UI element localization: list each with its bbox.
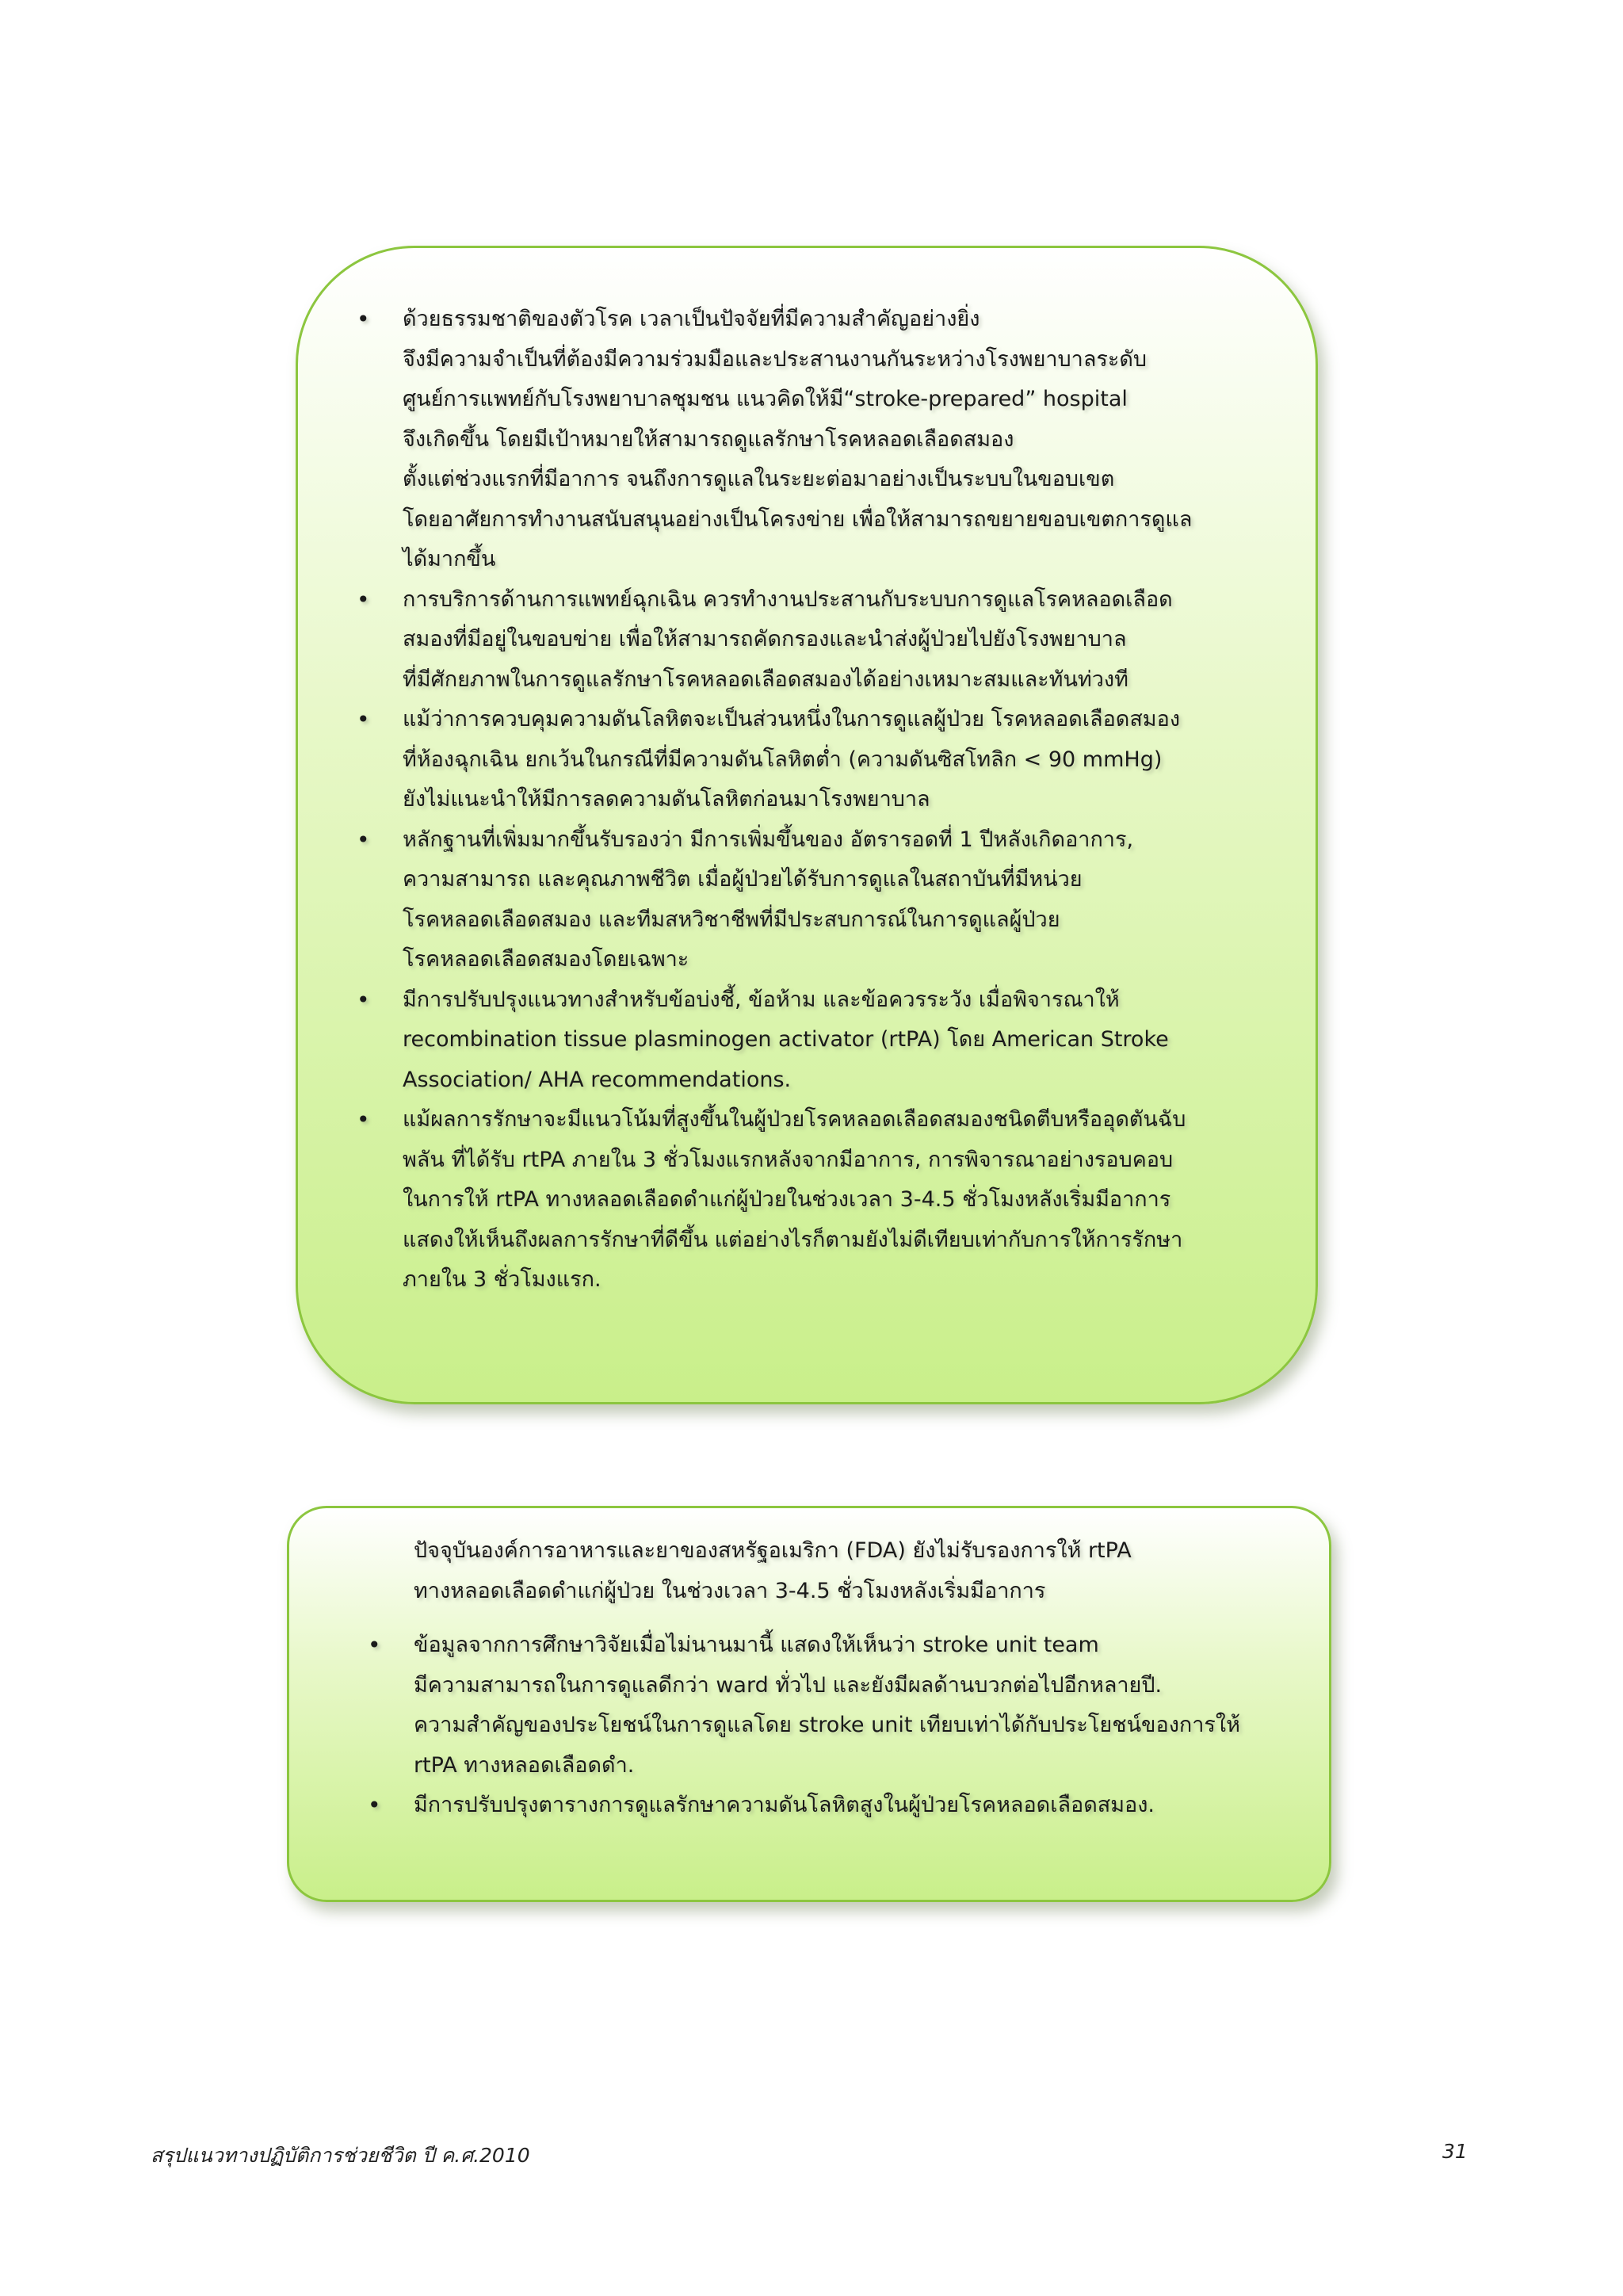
- text-line: ตั้งแต่ช่วงแรกที่มีอาการ จนถึงการดูแลในระยะต่อมาอย่างเป็นระบบในขอบเขต: [403, 467, 1115, 491]
- text-line: ทางหลอดเลือดดำแก่ผู้ป่วย ในช่วงเวลา 3-4.5 ชั่วโมงหลังเริ่มมีอาการ: [414, 1578, 1046, 1603]
- bullet-item: [357, 820, 1298, 980]
- text-line: พลัน ที่ได้รับ rtPA ภายใน 3 ชั่วโมงแรกหลังจากมีอาการ, การพิจารณาอย่างรอบคอบ: [403, 1147, 1174, 1172]
- bullet-icon: •: [368, 1632, 381, 1658]
- text-line: ได้มากขึ้น: [403, 547, 496, 571]
- text-line: ยังไม่แนะนำให้มีการลดความดันโลหิตก่อนมาโรงพยาบาล: [403, 787, 930, 812]
- bullet-icon: •: [357, 586, 370, 613]
- top-bullet-list: [357, 300, 1298, 1301]
- bottom-box-content: [366, 1531, 1301, 1826]
- text-line: สมองที่มีอยู่ในขอบข่าย เพื่อให้สามารถคัดกรองและนำส่งผู้ป่วยไปยังโรงพยาบาล: [403, 627, 1127, 651]
- footer-title: สรุปแนวทางปฏิบัติการช่วยชีวิต ปี ค.ศ.2010: [151, 2144, 530, 2167]
- text-line: ความสามารถ และคุณภาพชีวิต เมื่อผู้ป่วยได้รับการดูแลในสถาบันที่มีหน่วย: [403, 867, 1083, 892]
- bottom-bullet-list: [366, 1626, 1301, 1826]
- text-line: ที่ห้องฉุกเฉิน ยกเว้นในกรณีที่มีความดันโลหิตต่ำ (ความดันซิสโทลิก < 90 mmHg): [403, 747, 1163, 772]
- bullet-item: [357, 300, 1298, 580]
- top-box-content: [357, 300, 1298, 1301]
- text-line: หลักฐานที่เพิ่มมากขึ้นรับรองว่า มีการเพิ่มขึ้นของ อัตรารอดที่ 1 ปีหลังเกิดอาการ,: [403, 827, 1134, 852]
- text-line: โดยอาศัยการทำงานสนับสนุนอย่างเป็นโครงข่าย เพื่อให้สามารถขยายขอบเขตการดูแล: [403, 506, 1193, 532]
- text-line: rtPA ทางหลอดเลือดดำ.: [414, 1752, 635, 1778]
- bullet-item: [357, 700, 1298, 820]
- text-line: ปัจจุบันองค์การอาหารและยาของสหรัฐอเมริกา (FDA) ยังไม่รับรองการให้ rtPA: [414, 1538, 1132, 1563]
- text-line: มีการปรับปรุงตารางการดูแลรักษาความดันโลหิตสูงในผู้ป่วยโรคหลอดเลือดสมอง.: [414, 1793, 1155, 1817]
- text-line: โรคหลอดเลือดสมองโดยเฉพาะ: [403, 947, 689, 972]
- text-line: แสดงให้เห็นถึงผลการรักษาที่ดีขึ้น แต่อย่างไรก็ตามยังไม่ดีเทียบเท่ากับการให้การรักษา: [403, 1227, 1183, 1252]
- text-line: แม้ผลการรักษาจะมีแนวโน้มที่สูงขึ้นในผู้ป่วยโรคหลอดเลือดสมองชนิดตีบหรืออุดตันฉับ: [403, 1107, 1186, 1132]
- text-line: มีการปรับปรุงแนวทางสำหรับข้อบ่งชี้, ข้อห้าม และข้อควรระวัง เมื่อพิจารณาให้: [403, 987, 1120, 1012]
- text-line: โรคหลอดเลือดสมอง และทีมสหวิชาชีพที่มีประสบการณ์ในการดูแลผู้ป่วย: [403, 907, 1060, 932]
- text-line: ภายใน 3 ชั่วโมงแรก.: [403, 1267, 601, 1292]
- text-line: ที่มีศักยภาพในการดูแลรักษาโรคหลอดเลือดสมองได้อย่างเหมาะสมและทันท่วงที: [403, 667, 1128, 692]
- text-line: มีความสามารถในการดูแลดีกว่า ward ทั่วไป และยังมีผลด้านบวกต่อไปอีกหลายปี.: [414, 1672, 1163, 1698]
- bullet-icon: •: [357, 706, 370, 732]
- bullet-icon: •: [357, 826, 370, 853]
- text-line: ในการให้ rtPA ทางหลอดเลือดดำแก่ผู้ป่วยในช่วงเวลา 3-4.5 ชั่วโมงหลังเริ่มมีอาการ: [403, 1187, 1171, 1212]
- bullet-icon: •: [368, 1792, 381, 1818]
- bullet-item: [357, 580, 1298, 701]
- text-line: จึงมีความจำเป็นที่ต้องมีความร่วมมือและประสานงานกันระหว่างโรงพยาบาลระดับ: [403, 346, 1148, 372]
- bullet-icon: •: [357, 986, 370, 1013]
- bullet-item: [368, 1786, 1301, 1826]
- text-line: การบริการด้านการแพทย์ฉุกเฉิน ควรทำงานประสานกับระบบการดูแลโรคหลอดเลือด: [403, 586, 1173, 612]
- fda-note: [366, 1531, 1301, 1611]
- bullet-icon: •: [357, 306, 370, 332]
- text-line: ความสำคัญของประโยชน์ในการดูแลโดย stroke unit เทียบเท่าได้กับประโยชน์ของการให้: [414, 1713, 1240, 1737]
- bullet-icon: •: [357, 1106, 370, 1133]
- text-line: Association/ AHA recommendations.: [403, 1067, 792, 1092]
- text-line: ด้วยธรรมชาติของตัวโรค เวลาเป็นปัจจัยที่มีความสำคัญอย่างยิ่ง: [403, 307, 980, 331]
- bullet-item: [357, 1100, 1298, 1301]
- text-line: recombination tissue plasminogen activator (rtPA) โดย American Stroke: [403, 1027, 1169, 1052]
- text-line: จึงเกิดขึ้น โดยมีเป้าหมายให้สามารถดูแลรักษาโรคหลอดเลือดสมอง: [403, 426, 1014, 452]
- bullet-item: [368, 1626, 1301, 1786]
- bullet-item: [357, 980, 1298, 1101]
- text-line: ศูนย์การแพทย์กับโรงพยาบาลชุมชน แนวคิดให้มี“stroke-prepared” hospital: [403, 387, 1128, 411]
- text-line: แม้ว่าการควบคุมความดันโลหิตจะเป็นส่วนหนึ่งในการดูแลผู้ป่วย โรคหลอดเลือดสมอง: [403, 707, 1181, 732]
- text-line: ข้อมูลจากการศึกษาวิจัยเมื่อไม่นานมานี้ แสดงให้เห็นว่า stroke unit team: [414, 1633, 1099, 1657]
- page-number: 31: [1442, 2140, 1468, 2163]
